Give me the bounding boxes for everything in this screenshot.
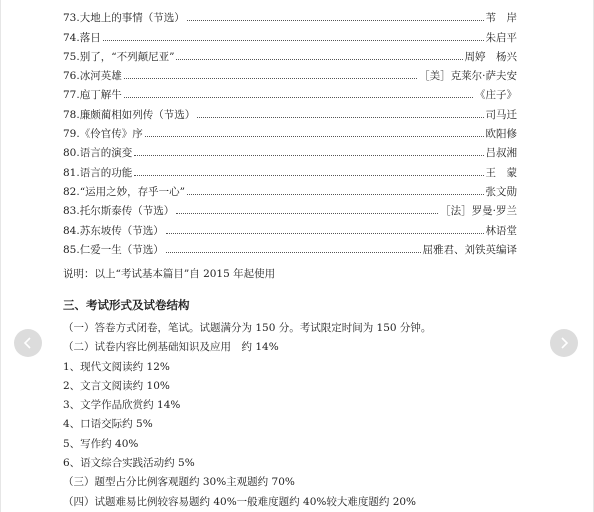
toc-author: 司马迁 [485, 108, 517, 121]
toc-author: 屈雅君、刘铁英编译 [422, 243, 517, 256]
toc-author: 苇 岸 [485, 12, 517, 25]
chevron-left-icon [22, 336, 34, 350]
toc-title: 83.托尔斯泰传（节选） [63, 205, 175, 218]
dot-leader [134, 155, 483, 156]
toc-title: 84.苏东坡传（节选） [63, 224, 164, 237]
toc-author: 吕叔湘 [485, 147, 517, 160]
toc-entry [63, 199, 517, 218]
exam-format-line: （一）答卷方式闭卷，笔试。试题满分为 150 分。考试限定时间为 150 分钟。 [63, 322, 432, 334]
toc-title: 75.别了，“不列颠尼亚” [63, 50, 175, 63]
toc-title: 79.《伶官传》序 [63, 128, 143, 141]
content-ratio-line: （二）试卷内容比例基础知识及应用 约 14% [63, 341, 279, 353]
dot-leader [124, 78, 417, 79]
toc-author: ［法］罗曼·罗兰 [440, 205, 517, 218]
dot-leader [166, 252, 421, 253]
toc-title: 78.廉颇蔺相如列传（节选） [63, 108, 196, 121]
toc-entry [63, 6, 517, 25]
toc-title: 85.仁爱一生（节选） [63, 243, 164, 256]
reading-list [63, 6, 517, 257]
dot-leader [103, 40, 484, 41]
toc-title: 77.庖丁解牛 [63, 89, 122, 102]
toc-author: 林语堂 [485, 224, 517, 237]
toc-entry [63, 122, 517, 141]
dot-leader [176, 59, 462, 60]
toc-title: 81.语言的功能 [63, 166, 133, 179]
toc-entry [63, 218, 517, 237]
toc-author: 周婷 杨兴 [464, 50, 517, 63]
toc-entry [63, 141, 517, 160]
toc-title: 76.冰河英雄 [63, 70, 122, 83]
dot-leader [176, 213, 438, 214]
chevron-right-icon [558, 336, 570, 350]
toc-author: 张文勋 [485, 185, 517, 198]
toc-entry [63, 25, 517, 44]
content-item: 6、语文综合实践活动约 5% [63, 457, 195, 469]
content-item: 2、文言文阅读约 10% [63, 380, 170, 392]
next-page-button[interactable] [550, 329, 578, 357]
toc-author: 欧阳修 [485, 128, 517, 141]
dot-leader [187, 20, 484, 21]
toc-title: 73.大地上的事情（节选） [63, 12, 185, 25]
dot-leader [187, 194, 484, 195]
toc-title: 82.“运用之妙，存乎一心” [63, 185, 185, 198]
dot-leader [145, 136, 484, 137]
toc-author: 朱启平 [485, 31, 517, 44]
toc-entry [63, 238, 517, 257]
toc-title: 74.落日 [63, 31, 101, 44]
content-item: 4、口语交际约 5% [63, 418, 153, 430]
section-heading: 三、考试形式及试卷结构 [63, 298, 190, 312]
difficulty-ratio-line: （四）试题难易比例较容易题约 40%一般难度题约 40%较大难度题约 20% [63, 496, 417, 508]
dot-leader [124, 97, 473, 98]
toc-entry [63, 102, 517, 121]
content-item: 1、现代文阅读约 12% [63, 361, 170, 373]
toc-entry [63, 180, 517, 199]
toc-author: 王 蒙 [485, 166, 517, 179]
content-item: 5、写作约 40% [63, 438, 139, 450]
toc-author: ［美］克莱尔·萨夫安 [419, 70, 517, 83]
toc-entry [63, 64, 517, 83]
usage-note: 说明：以上“考试基本篇目”自 2015 年起使用 [63, 268, 276, 280]
dot-leader [134, 175, 483, 176]
toc-author: 《庄子》 [475, 89, 517, 102]
toc-entry [63, 160, 517, 179]
toc-entry [63, 83, 517, 102]
content-item: 3、文学作品欣赏约 14% [63, 399, 181, 411]
dot-leader [197, 117, 483, 118]
previous-page-button[interactable] [14, 329, 42, 357]
dot-leader [166, 233, 484, 234]
toc-entry [63, 45, 517, 64]
toc-title: 80.语言的演变 [63, 147, 133, 160]
question-type-ratio-line: （三）题型占分比例客观题约 30%主观题约 70% [63, 476, 295, 488]
